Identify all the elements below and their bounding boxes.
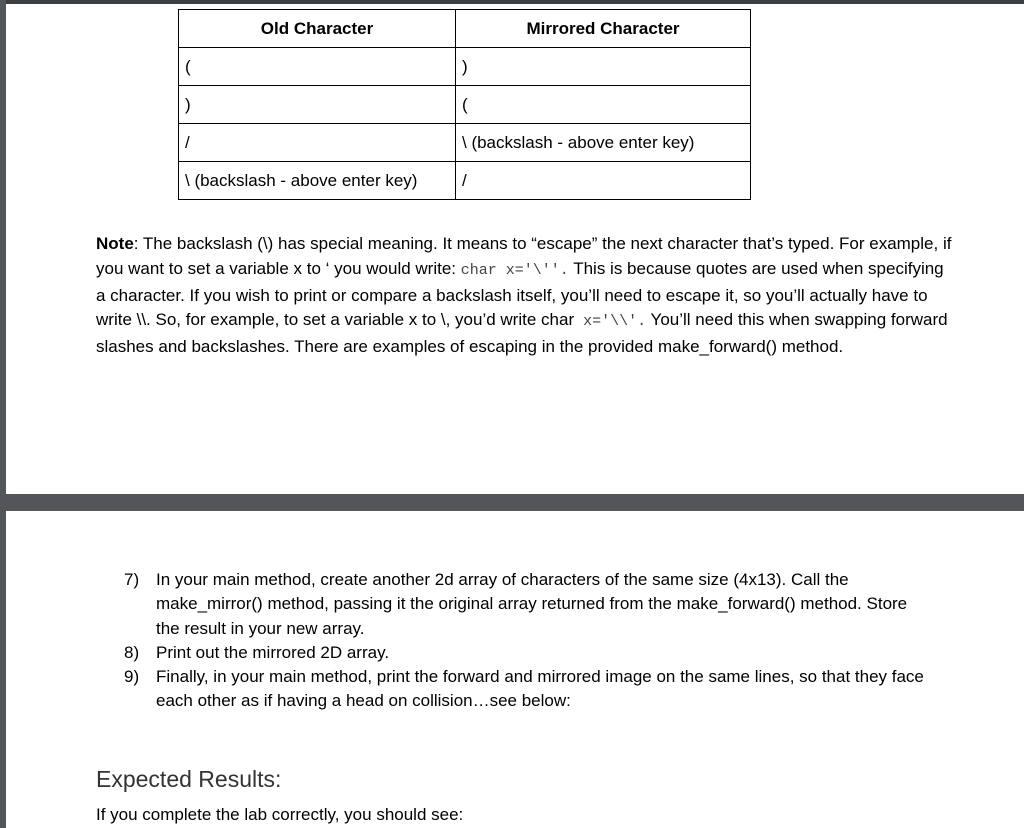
step-text: In your main method, create another 2d array of characters of the same size (4x13). Call the make_mirror() method, passing it the original array returned from the make_forward() method. Store the result in your new array.: [156, 570, 908, 638]
step-number: 7): [124, 570, 140, 589]
document-page-2: [6, 511, 1024, 828]
table-cell: /: [179, 124, 456, 162]
code-snippet: x='\\'.: [574, 313, 647, 331]
note-text: : The backslash (\) has special meaning. It means to “escape” the next character that’s typed. For example, if you want to set a variable x to ‘ you would write:: [96, 234, 952, 278]
table-row: [179, 162, 751, 200]
table-cell: ): [456, 48, 751, 86]
step-text: Print out the mirrored 2D array.: [156, 642, 390, 662]
note-text: char: [541, 310, 575, 330]
list-item: [124, 665, 924, 714]
step-number: 9): [124, 667, 140, 687]
step-number: 8): [124, 642, 140, 662]
character-mirror-table: [178, 9, 751, 200]
expected-results-text: If you complete the lab correctly, you should see:: [96, 805, 464, 824]
note-text: You’ll need this when swapping forward slashes and backslashes. There are examples of escaping in the provided make_forward() method.: [96, 310, 948, 357]
table-cell: /: [456, 162, 751, 200]
step-text: Finally, in your main method, print the forward and mirrored image on the same lines, so that they face each other as if having a head on collision…see below:: [156, 667, 924, 711]
note-paragraph: [96, 232, 956, 360]
table-cell: (: [179, 48, 456, 86]
table-cell: \ (backslash - above enter key): [456, 124, 751, 162]
expected-results-heading: Expected Results:: [96, 766, 282, 792]
note-text: This is because quotes are used when specifying a character. If you wish to print or compare a backslash itself, you’ll need to escape it, so you’ll actually have to write \\. So, for example, to set a variable x to \, you’d write: [96, 258, 944, 330]
note-label: Note: [96, 234, 134, 253]
table-header-row: [179, 10, 751, 48]
table-header-mirrored: Mirrored Character: [456, 10, 751, 48]
instruction-list: [124, 568, 924, 714]
table-row: [179, 86, 751, 124]
table-cell: ): [179, 86, 456, 124]
table-cell: (: [456, 86, 751, 124]
list-item: [124, 641, 924, 665]
table-header-old: Old Character: [179, 10, 456, 48]
list-item: [124, 568, 924, 641]
document-page-1: [6, 0, 1024, 494]
code-snippet: char x='\''.: [460, 261, 569, 279]
table-row: [179, 48, 751, 86]
table-row: [179, 124, 751, 162]
table-cell: \ (backslash - above enter key): [179, 162, 456, 200]
